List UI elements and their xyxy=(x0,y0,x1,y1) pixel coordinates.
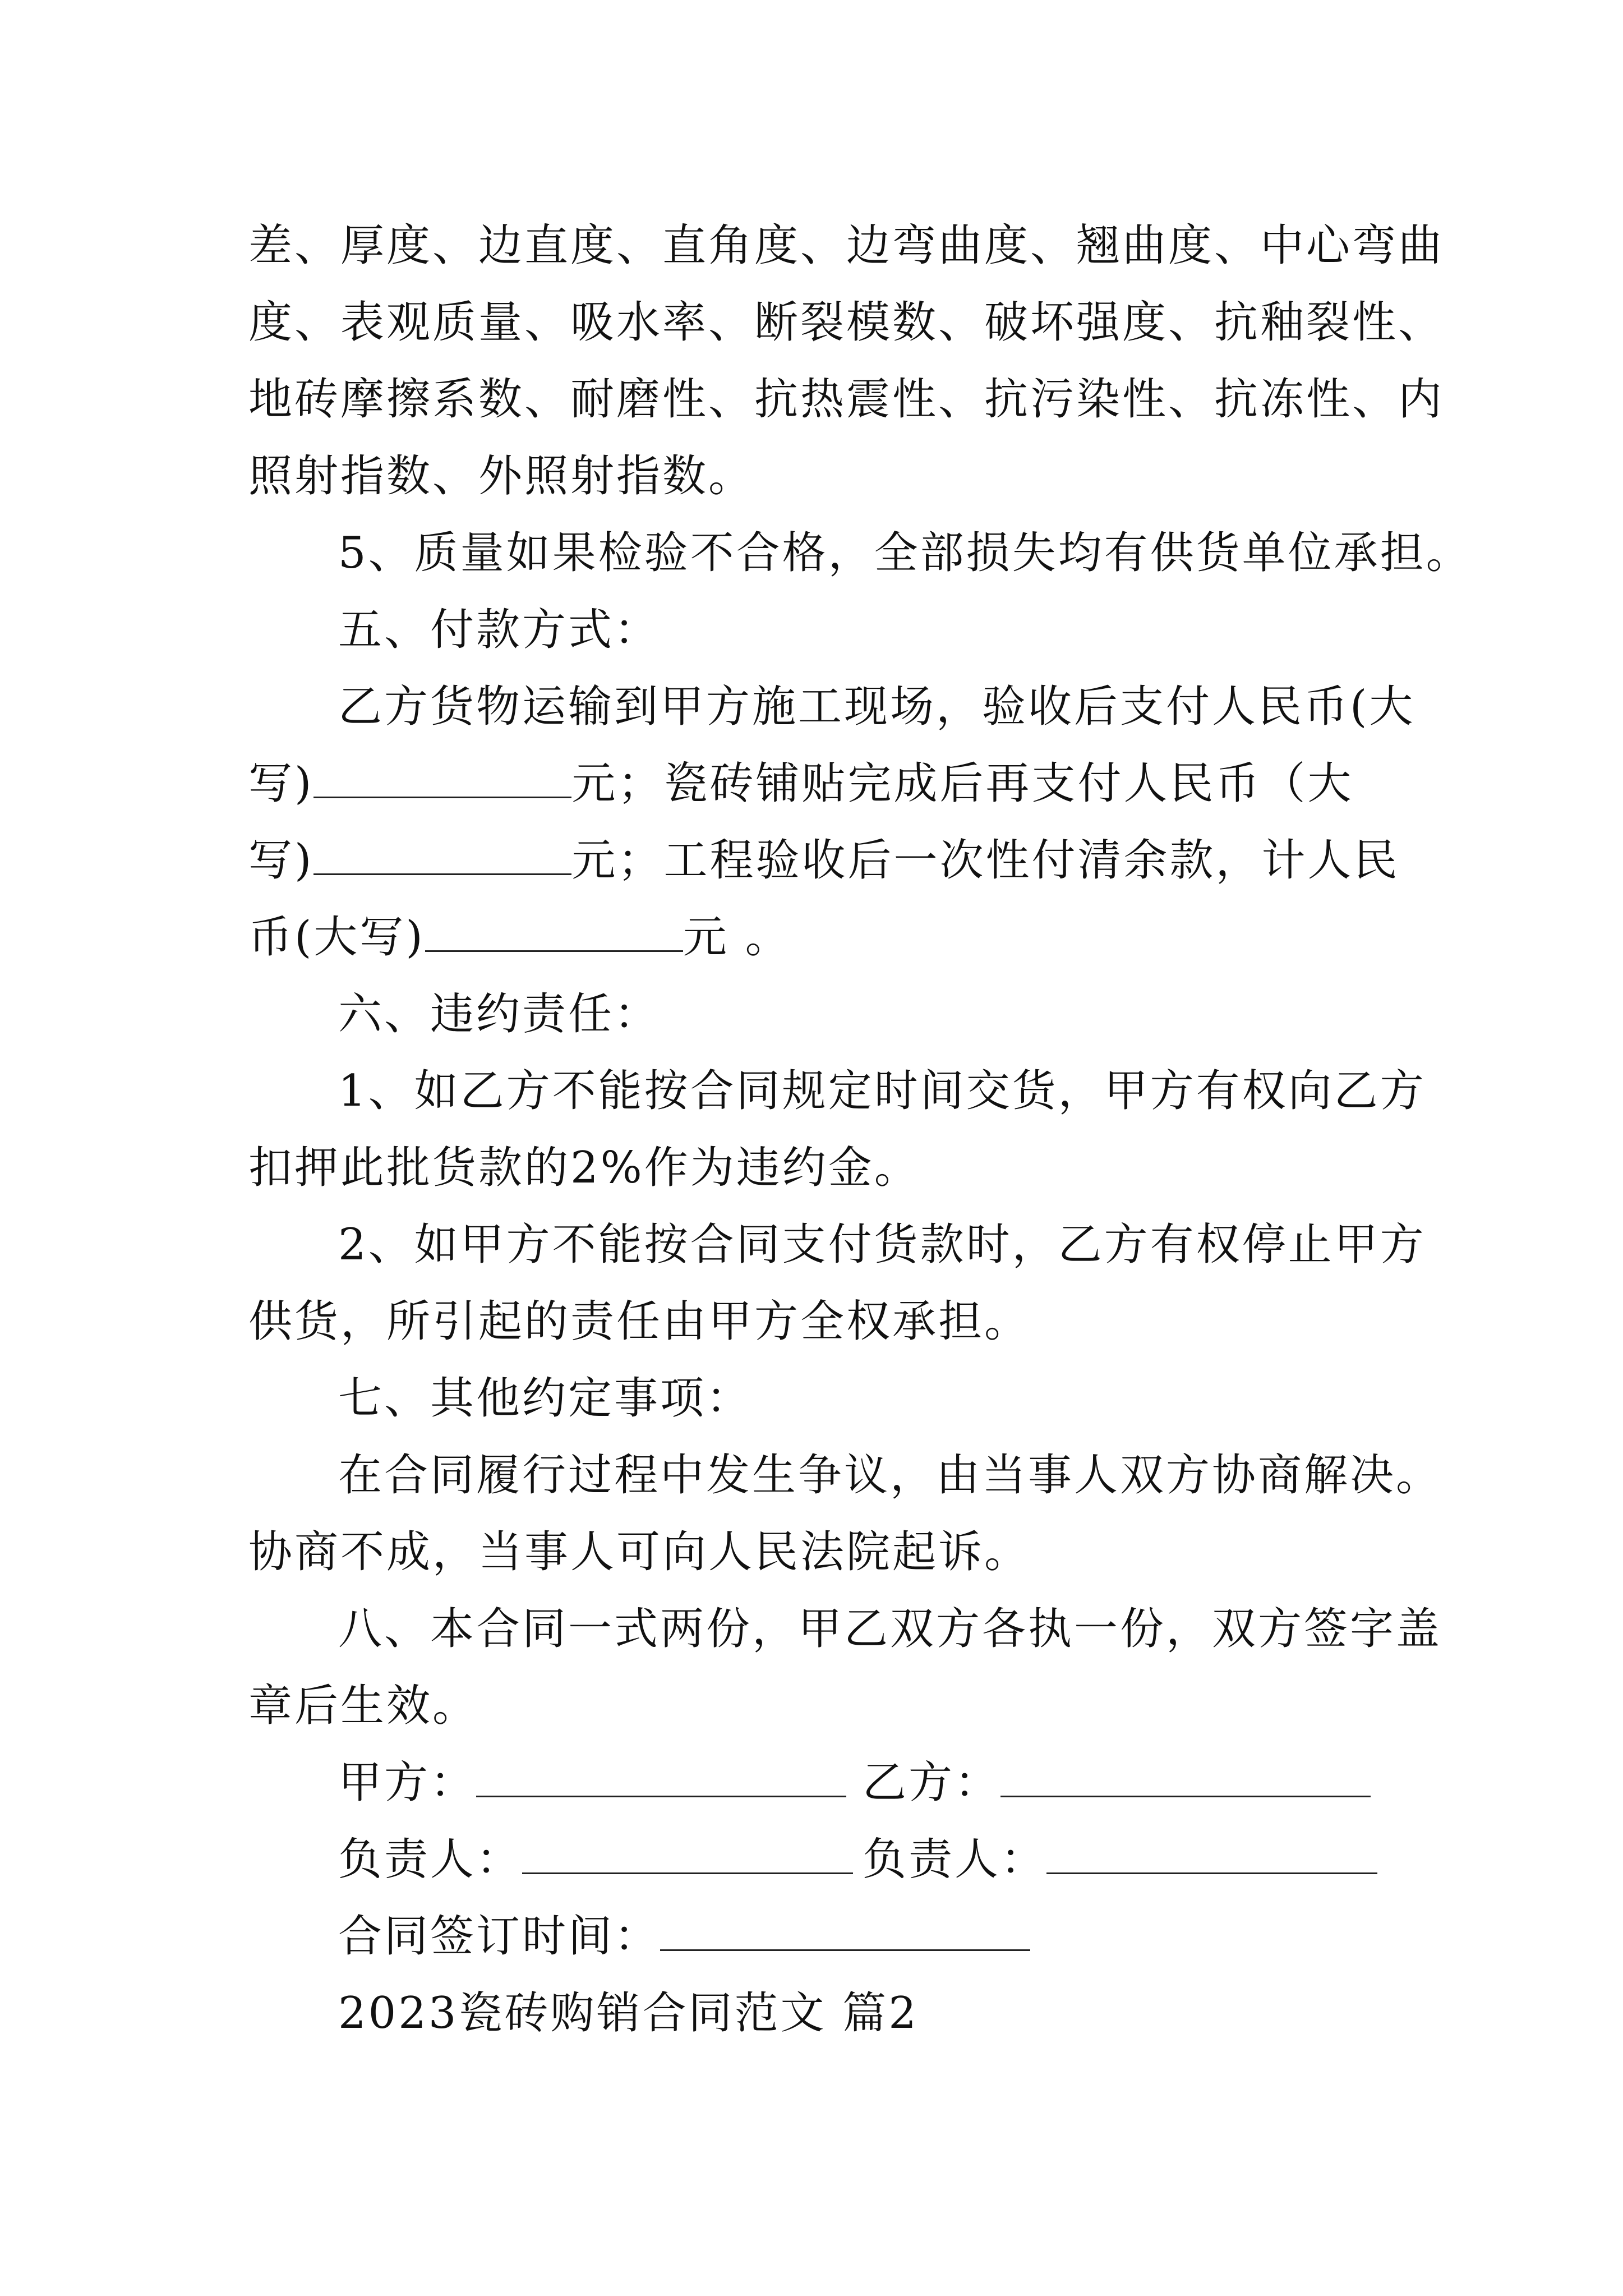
contract-body xyxy=(248,208,1472,2052)
party-a-label: 甲方： xyxy=(338,1757,477,1808)
person-a-blank xyxy=(522,1835,853,1874)
text-fragment: 写) xyxy=(248,758,314,809)
signature-row-date xyxy=(248,1898,1387,1975)
text-line: 度、表观质量、吸水率、断裂模数、破坏强度、抗釉裂性、 xyxy=(248,297,1445,348)
text-line: 地砖摩擦系数、耐磨性、抗热震性、抗污染性、抗冻性、内 xyxy=(248,374,1445,425)
text-fragment: 币(大写) xyxy=(248,912,425,963)
signature-row-persons xyxy=(248,1821,1387,1898)
text-line: 2、如甲方不能按合同支付货款时，乙方有权停止甲方 xyxy=(338,1220,1426,1270)
party-b-blank xyxy=(1000,1759,1371,1797)
quality-clause-5: 5、质量如果检验不合格，全部损失均有供货单位承担。 xyxy=(338,528,1472,578)
text-fragment: 元；瓷砖铺贴完成后再支付人民币（大 xyxy=(571,758,1354,809)
text-line: 协商不成，当事人可向人民法院起诉。 xyxy=(248,1527,1031,1577)
amount-blank-1 xyxy=(313,760,571,798)
text-line: 在合同履行过程中发生争议，由当事人双方协商解决。 xyxy=(338,1450,1442,1501)
text-fragment: 元 。 xyxy=(683,912,791,963)
text-line: 扣押此批货款的2%作为违约金。 xyxy=(248,1143,920,1193)
person-b-signature xyxy=(863,1821,1387,1898)
party-a-blank xyxy=(476,1759,846,1797)
party-a-signature xyxy=(338,1745,863,1821)
amount-blank-2 xyxy=(313,836,571,875)
person-b-blank xyxy=(1046,1835,1377,1874)
payment-line-1 xyxy=(248,746,1387,822)
text-line: 章后生效。 xyxy=(248,1681,479,1731)
date-label: 合同签订时间： xyxy=(338,1911,661,1962)
payment-line-3 xyxy=(248,899,1387,976)
amount-blank-3 xyxy=(425,913,683,952)
next-section-heading: 2023瓷砖购销合同范文 篇2 xyxy=(338,1988,919,2039)
section-heading-other: 七、其他约定事项： xyxy=(338,1373,753,1424)
person-b-label: 负责人： xyxy=(863,1834,1047,1885)
text-fragment: 元；工程验收后一次性付清余款，计人民 xyxy=(571,835,1400,886)
text-line: 乙方货物运输到甲方施工现场，验收后支付人民币(大 xyxy=(338,682,1415,732)
signing-date xyxy=(338,1898,1030,1975)
text-line: 1、如乙方不能按合同规定时间交货，甲方有权向乙方 xyxy=(338,1066,1426,1116)
text-line: 差、厚度、边直度、直角度、边弯曲度、翘曲度、中心弯曲 xyxy=(248,220,1445,271)
payment-line-2 xyxy=(248,822,1400,899)
text-line: 照射指数、外照射指数。 xyxy=(248,451,755,501)
signature-row-parties xyxy=(248,1745,1387,1821)
section-heading-liability: 六、违约责任： xyxy=(338,989,661,1039)
person-a-signature xyxy=(338,1821,863,1898)
party-b-signature xyxy=(863,1745,1387,1821)
party-b-label: 乙方： xyxy=(863,1757,1001,1808)
section-heading-payment: 五、付款方式： xyxy=(338,605,661,655)
person-a-label: 负责人： xyxy=(338,1834,523,1885)
date-blank xyxy=(660,1912,1030,1951)
text-fragment: 写) xyxy=(248,835,314,886)
text-line: 供货，所引起的责任由甲方全权承担。 xyxy=(248,1296,1031,1347)
text-line: 八、本合同一式两份，甲乙双方各执一份，双方签字盖 xyxy=(338,1604,1442,1654)
